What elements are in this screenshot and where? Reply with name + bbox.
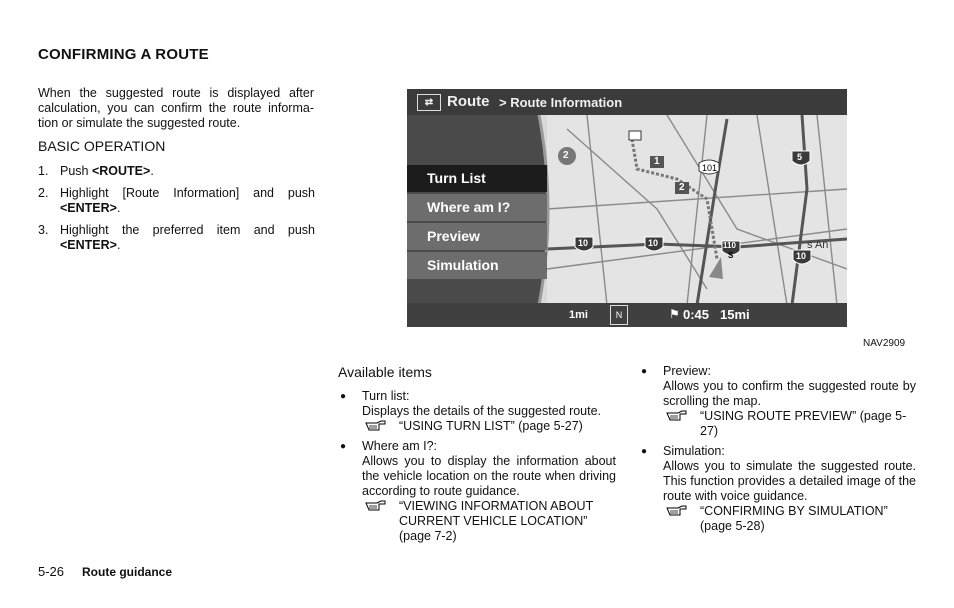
step-text: Highlight [Route Information] and push — [60, 186, 315, 200]
item-name: Where am I?: — [362, 439, 438, 453]
screen-title-bar — [407, 89, 847, 115]
figure-caption: NAV2909 — [863, 338, 906, 349]
step-number: 2. — [38, 186, 49, 200]
cross-reference — [700, 504, 916, 534]
menu-item-turn-list[interactable]: Turn List — [407, 165, 547, 192]
cross-reference — [700, 409, 916, 439]
bullet-icon: ● — [641, 366, 648, 377]
step-text: Highlight the preferred item and push — [60, 223, 315, 237]
bullet-icon: ● — [641, 446, 648, 457]
reference-hand-icon — [666, 410, 688, 426]
step-end: . — [116, 238, 121, 252]
cross-reference — [399, 419, 616, 434]
highway-shield-label: 10 — [648, 238, 659, 248]
screen-breadcrumb: > Route Information — [499, 95, 623, 110]
waypoint-label: 2 — [563, 150, 569, 161]
highway-shield-label: 10 — [796, 251, 807, 261]
highway-shield-label: 101 — [702, 163, 718, 173]
reference-hand-icon — [666, 505, 688, 521]
step-number: 3. — [38, 223, 49, 237]
route-icon: ⇄ — [417, 94, 441, 111]
reference-text: “CONFIRMING BY SIMULATION” (page 5-28) — [700, 504, 888, 533]
intro-line: calculation, you can confirm the route informa- — [38, 101, 314, 115]
highway-shield-label: 5 — [797, 152, 803, 162]
basic-operation-heading: BASIC OPERATION — [38, 138, 166, 154]
footer-section-title: Route guidance — [82, 565, 173, 579]
step-key: <ROUTE> — [91, 164, 151, 178]
map-scale: 1mi — [569, 309, 588, 321]
step-end: . — [116, 201, 121, 215]
waypoint-label: 2 — [679, 182, 685, 193]
map-place-label: s An — [807, 239, 829, 251]
items-column-right — [641, 364, 916, 539]
highway-shield-label: 110 — [723, 241, 736, 250]
page-number: 5-26 — [38, 564, 65, 579]
menu-item-simulation[interactable]: Simulation — [407, 252, 547, 279]
destination-flag-icon: ⚑ — [669, 307, 680, 321]
step-key: <ENTER> — [60, 201, 117, 215]
route-info-menu — [407, 165, 547, 281]
reference-hand-icon — [365, 500, 387, 516]
step-3 — [38, 223, 315, 253]
bullet-icon: ● — [340, 391, 347, 402]
step-key: <ENTER> — [60, 238, 117, 252]
item-description: Allows you to display the information about the vehicle location on the route when driving according to route guidance. — [362, 454, 616, 498]
reference-hand-icon — [365, 420, 387, 436]
waypoint-label: 1 — [654, 156, 660, 167]
navigation-screen — [407, 89, 847, 327]
section-heading: CONFIRMING A ROUTE — [38, 46, 209, 63]
item-description: Displays the details of the suggested route. — [362, 404, 602, 418]
item-description: Allows you to confirm the suggested route by scrolling the map. — [663, 379, 916, 408]
step-text: Push — [60, 164, 92, 178]
step-number: 1. — [38, 164, 49, 178]
available-items-heading: Available items — [338, 364, 432, 380]
reference-text: “USING ROUTE PREVIEW” (page 5-27) — [700, 409, 907, 438]
highway-shield-label: 10 — [578, 238, 589, 248]
list-item — [340, 439, 616, 544]
list-item — [340, 389, 616, 434]
items-column-left — [340, 389, 616, 549]
item-name: Turn list: — [362, 389, 410, 403]
bullet-icon: ● — [340, 441, 347, 452]
screen-status-bar — [407, 303, 847, 327]
item-name: Simulation: — [663, 444, 725, 458]
step-2 — [38, 186, 315, 216]
north-up-icon[interactable]: N — [610, 305, 628, 325]
step-1 — [38, 164, 315, 179]
screen-title: Route — [447, 93, 490, 110]
remaining-time: 0:45 — [683, 307, 710, 322]
intro-line: tion or simulate the suggested route. — [38, 116, 241, 130]
menu-item-preview[interactable]: Preview — [407, 223, 547, 250]
list-item — [641, 364, 916, 439]
remaining-distance: 15mi — [720, 307, 750, 322]
step-end: . — [150, 164, 154, 178]
reference-text: “USING TURN LIST” (page 5-27) — [399, 419, 583, 433]
reference-text: “VIEWING INFORMATION ABOUT CURRENT VEHICLE LOCATION” (page 7-2) — [399, 499, 593, 543]
intro-paragraph — [38, 86, 314, 131]
intro-line: When the suggested route is displayed after — [38, 86, 314, 100]
menu-item-where-am-i[interactable]: Where am I? — [407, 194, 547, 221]
cross-reference — [399, 499, 616, 544]
item-name: Preview: — [663, 364, 711, 378]
list-item — [641, 444, 916, 534]
item-description: Allows you to simulate the suggested route. This function provides a detailed image of the route with voice guidance. — [663, 459, 916, 503]
highway-shield-label: S — [728, 251, 734, 260]
